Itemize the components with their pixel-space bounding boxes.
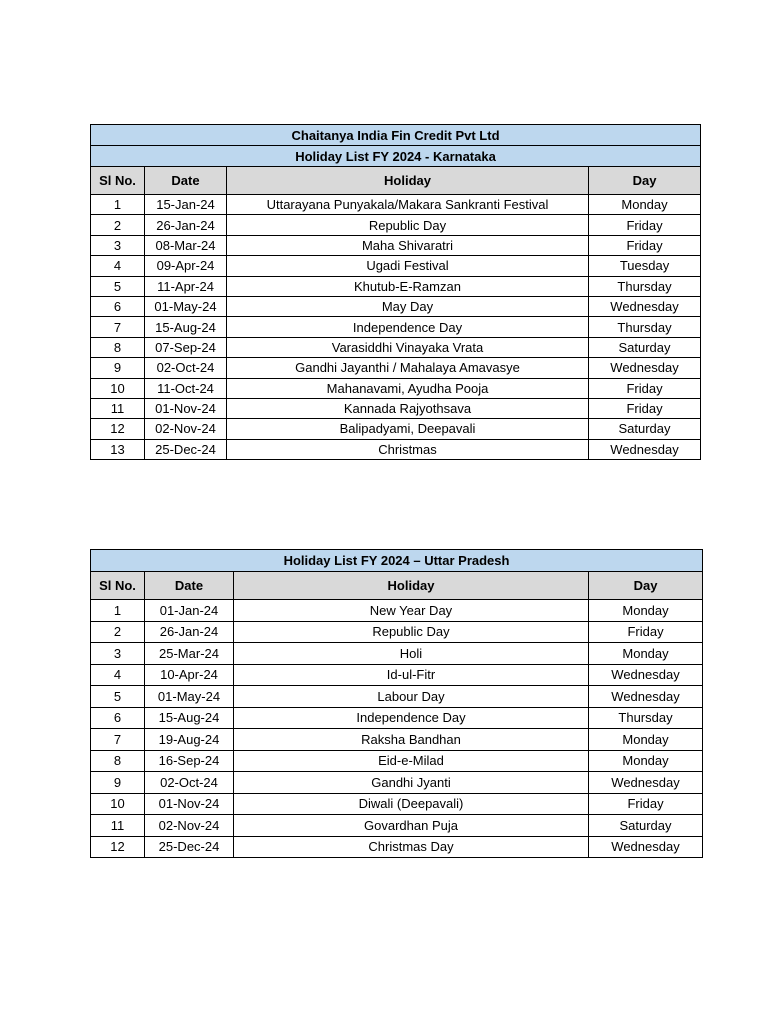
- cell-holiday: Holi: [234, 643, 589, 665]
- cell-date: 25-Dec-24: [145, 439, 227, 459]
- cell-day: Saturday: [589, 337, 701, 357]
- table-row: [91, 439, 701, 459]
- cell-sl-no: 12: [91, 419, 145, 439]
- table-row: [91, 750, 703, 772]
- table-row: [91, 772, 703, 794]
- cell-sl-no: 4: [91, 664, 145, 686]
- table-row: [91, 793, 703, 815]
- table-row: [91, 276, 701, 296]
- cell-day: Friday: [589, 621, 703, 643]
- company-title-row: [91, 125, 701, 146]
- table-row: [91, 296, 701, 316]
- cell-date: 01-Nov-24: [145, 793, 234, 815]
- cell-date: 02-Nov-24: [145, 419, 227, 439]
- table-title-row: [91, 550, 703, 572]
- cell-holiday: Christmas: [227, 439, 589, 459]
- cell-holiday: Republic Day: [227, 215, 589, 235]
- cell-day: Monday: [589, 643, 703, 665]
- cell-date: 10-Apr-24: [145, 664, 234, 686]
- cell-sl-no: 9: [91, 358, 145, 378]
- cell-sl-no: 4: [91, 256, 145, 276]
- cell-date: 09-Apr-24: [145, 256, 227, 276]
- cell-holiday: Republic Day: [234, 621, 589, 643]
- cell-sl-no: 3: [91, 235, 145, 255]
- cell-holiday: Kannada Rajyothsava: [227, 398, 589, 418]
- column-header-holiday: Holiday: [234, 572, 589, 600]
- table-row: [91, 215, 701, 235]
- table-row: [91, 256, 701, 276]
- cell-holiday: Christmas Day: [234, 836, 589, 858]
- cell-day: Friday: [589, 378, 701, 398]
- table-row: [91, 836, 703, 858]
- cell-date: 25-Mar-24: [145, 643, 234, 665]
- table-row: [91, 235, 701, 255]
- cell-date: 01-Jan-24: [145, 600, 234, 622]
- column-header-row: [91, 572, 703, 600]
- cell-day: Friday: [589, 398, 701, 418]
- column-header-day: Day: [589, 167, 701, 195]
- table-row: [91, 643, 703, 665]
- table-row: [91, 358, 701, 378]
- cell-day: Wednesday: [589, 836, 703, 858]
- table-row: [91, 707, 703, 729]
- cell-sl-no: 3: [91, 643, 145, 665]
- table-title-row: [91, 146, 701, 167]
- cell-sl-no: 11: [91, 398, 145, 418]
- cell-sl-no: 5: [91, 276, 145, 296]
- cell-date: 11-Apr-24: [145, 276, 227, 296]
- cell-holiday: Independence Day: [227, 317, 589, 337]
- cell-sl-no: 7: [91, 317, 145, 337]
- cell-holiday: Varasiddhi Vinayaka Vrata: [227, 337, 589, 357]
- cell-date: 08-Mar-24: [145, 235, 227, 255]
- cell-sl-no: 13: [91, 439, 145, 459]
- cell-holiday: Raksha Bandhan: [234, 729, 589, 751]
- column-header-sl-no: Sl No.: [91, 572, 145, 600]
- cell-sl-no: 9: [91, 772, 145, 794]
- cell-day: Thursday: [589, 276, 701, 296]
- cell-sl-no: 11: [91, 815, 145, 837]
- cell-sl-no: 5: [91, 686, 145, 708]
- cell-day: Friday: [589, 793, 703, 815]
- cell-sl-no: 6: [91, 707, 145, 729]
- table-row: [91, 815, 703, 837]
- cell-sl-no: 8: [91, 337, 145, 357]
- table-title: Holiday List FY 2024 - Karnataka: [91, 146, 701, 167]
- cell-day: Monday: [589, 195, 701, 215]
- table-row: [91, 600, 703, 622]
- cell-holiday: Maha Shivaratri: [227, 235, 589, 255]
- table-row: [91, 729, 703, 751]
- cell-day: Saturday: [589, 419, 701, 439]
- cell-date: 01-May-24: [145, 686, 234, 708]
- table-title: Holiday List FY 2024 – Uttar Pradesh: [91, 550, 703, 572]
- column-header-holiday: Holiday: [227, 167, 589, 195]
- cell-day: Monday: [589, 750, 703, 772]
- holiday-table-uttar-pradesh: [90, 549, 703, 858]
- cell-date: 11-Oct-24: [145, 378, 227, 398]
- cell-date: 16-Sep-24: [145, 750, 234, 772]
- cell-day: Monday: [589, 729, 703, 751]
- column-header-day: Day: [589, 572, 703, 600]
- cell-day: Monday: [589, 600, 703, 622]
- cell-day: Friday: [589, 235, 701, 255]
- cell-day: Thursday: [589, 707, 703, 729]
- cell-holiday: Govardhan Puja: [234, 815, 589, 837]
- table-row: [91, 195, 701, 215]
- cell-date: 01-Nov-24: [145, 398, 227, 418]
- table-row: [91, 686, 703, 708]
- cell-date: 07-Sep-24: [145, 337, 227, 357]
- cell-holiday: New Year Day: [234, 600, 589, 622]
- cell-date: 25-Dec-24: [145, 836, 234, 858]
- cell-holiday: Khutub-E-Ramzan: [227, 276, 589, 296]
- table-row: [91, 621, 703, 643]
- cell-sl-no: 8: [91, 750, 145, 772]
- cell-date: 15-Aug-24: [145, 317, 227, 337]
- table-body: [91, 195, 701, 460]
- cell-sl-no: 12: [91, 836, 145, 858]
- cell-holiday: Independence Day: [234, 707, 589, 729]
- cell-date: 02-Oct-24: [145, 358, 227, 378]
- cell-holiday: Balipadyami, Deepavali: [227, 419, 589, 439]
- column-header-date: Date: [145, 572, 234, 600]
- cell-holiday: Id-ul-Fitr: [234, 664, 589, 686]
- cell-day: Thursday: [589, 317, 701, 337]
- cell-day: Wednesday: [589, 686, 703, 708]
- cell-sl-no: 1: [91, 600, 145, 622]
- cell-holiday: Diwali (Deepavali): [234, 793, 589, 815]
- cell-date: 26-Jan-24: [145, 215, 227, 235]
- cell-date: 01-May-24: [145, 296, 227, 316]
- cell-day: Wednesday: [589, 664, 703, 686]
- cell-date: 19-Aug-24: [145, 729, 234, 751]
- column-header-row: [91, 167, 701, 195]
- table-row: [91, 398, 701, 418]
- cell-holiday: Mahanavami, Ayudha Pooja: [227, 378, 589, 398]
- cell-day: Wednesday: [589, 772, 703, 794]
- column-header-sl-no: Sl No.: [91, 167, 145, 195]
- cell-day: Wednesday: [589, 439, 701, 459]
- table-row: [91, 317, 701, 337]
- cell-holiday: Uttarayana Punyakala/Makara Sankranti Festival: [227, 195, 589, 215]
- cell-holiday: Ugadi Festival: [227, 256, 589, 276]
- column-header-date: Date: [145, 167, 227, 195]
- cell-sl-no: 10: [91, 378, 145, 398]
- cell-date: 02-Oct-24: [145, 772, 234, 794]
- company-title: Chaitanya India Fin Credit Pvt Ltd: [91, 125, 701, 146]
- cell-day: Wednesday: [589, 358, 701, 378]
- cell-day: Tuesday: [589, 256, 701, 276]
- cell-day: Saturday: [589, 815, 703, 837]
- cell-sl-no: 2: [91, 621, 145, 643]
- cell-day: Wednesday: [589, 296, 701, 316]
- cell-holiday: Gandhi Jyanti: [234, 772, 589, 794]
- cell-holiday: Labour Day: [234, 686, 589, 708]
- cell-holiday: Eid-e-Milad: [234, 750, 589, 772]
- cell-sl-no: 7: [91, 729, 145, 751]
- table-body: [91, 600, 703, 858]
- cell-day: Friday: [589, 215, 701, 235]
- cell-sl-no: 1: [91, 195, 145, 215]
- cell-date: 15-Jan-24: [145, 195, 227, 215]
- cell-holiday: Gandhi Jayanthi / Mahalaya Amavasye: [227, 358, 589, 378]
- table-row: [91, 337, 701, 357]
- cell-date: 02-Nov-24: [145, 815, 234, 837]
- cell-sl-no: 2: [91, 215, 145, 235]
- cell-sl-no: 6: [91, 296, 145, 316]
- cell-date: 26-Jan-24: [145, 621, 234, 643]
- table-row: [91, 378, 701, 398]
- cell-date: 15-Aug-24: [145, 707, 234, 729]
- holiday-table-karnataka: [90, 124, 701, 460]
- cell-sl-no: 10: [91, 793, 145, 815]
- table-row: [91, 419, 701, 439]
- cell-holiday: May Day: [227, 296, 589, 316]
- table-row: [91, 664, 703, 686]
